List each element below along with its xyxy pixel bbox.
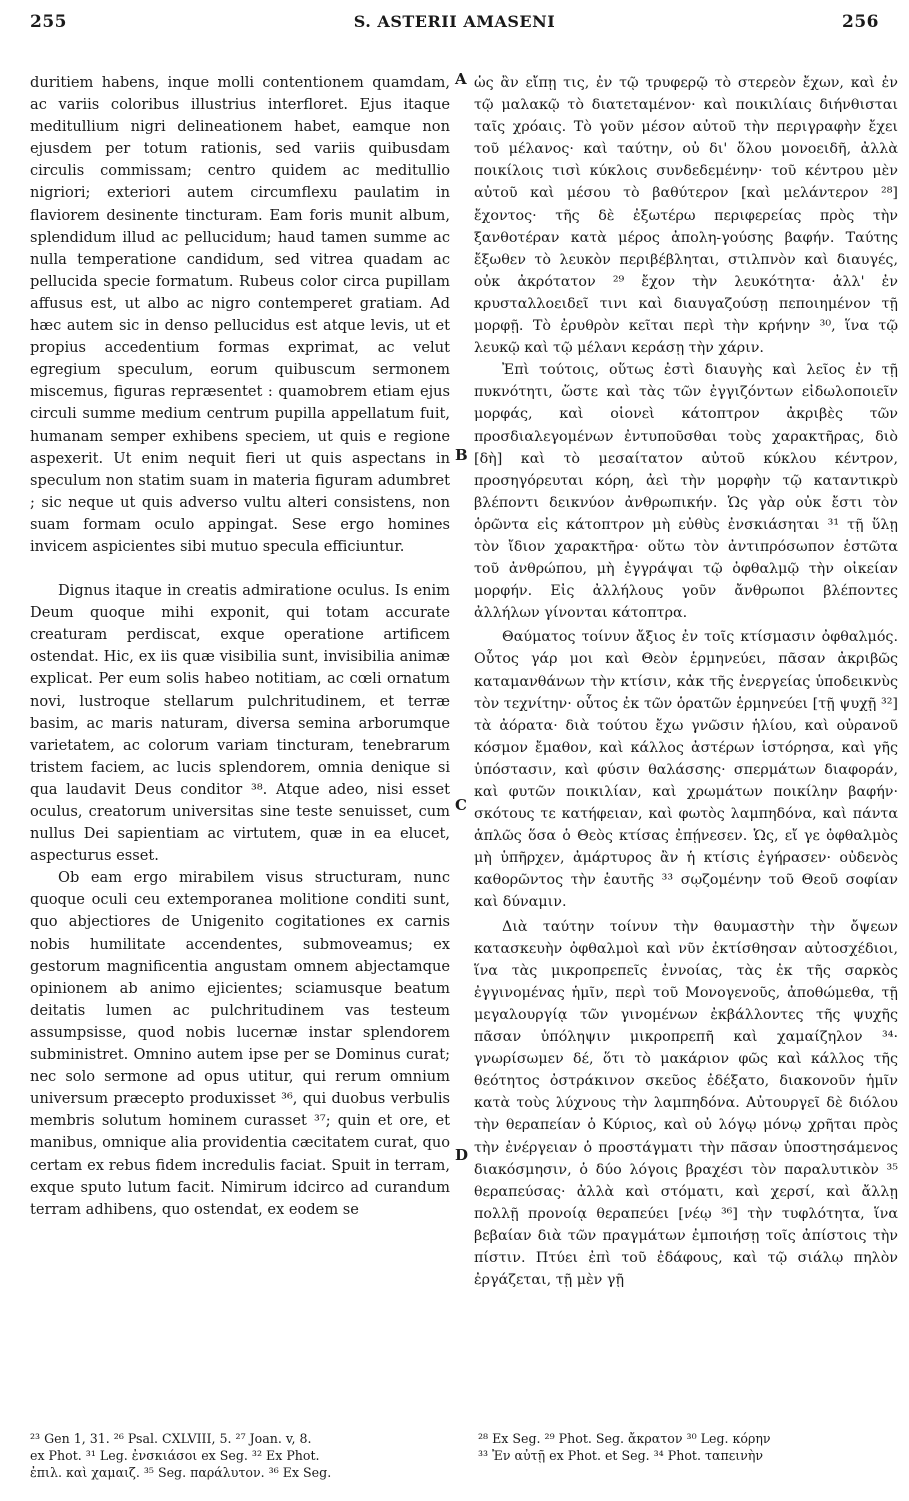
- greek-paragraph: Ἐπὶ τούτοις, οὕτως ἐστὶ διαυγὴς καὶ λεῖος ἐν τῇ πυκνότητι, ὥστε καὶ τὰς τῶν ἐγγιζόντων εἰδωλοποιεῖν μορφάς, καὶ οἱονεὶ κάτοπτρον ἀκριβὲς τῶν προσδιαλεγομένων ἐντυποῦσθαι τοὺς χαρακτῆρας, διὸ [δὴ] καὶ τὸ μεσαίτατον αὐτοῦ κύκλου κέντρον, προσηγόρευται κόρη, ἀεὶ τὴν μορφὴν τῷ καταντικρὺ βλέποντι δεικνύον ἀνθρωπικήν. Ὡς γὰρ οὐκ ἔστι τὸν ὁρῶντα εἰς κάτοπτρον μὴ εὐθὺς ἐνσκιάσηται ³¹ τῇ ὕλῃ τὸν ἴδιον χαρακτῆρα· οὕτω τὸν ἀντιπρόσωπον ἑστῶτα τοῦ ἀνθρώπου, μὴ ἐγγράψαι τῷ ὀφθαλμῷ τὴν οἰκείαν μορφήν. Εἰς ἀλλήλους γοῦν ἄνθρωποι βλέποντες ἀλλήλων γίνονται κάτοπτρα.: [474, 362, 898, 622]
- margin-letter-b: B: [455, 446, 468, 464]
- footnote-line: ἐπιλ. καὶ χαμαιζ. ³⁵ Seg. παράλυτον. ³⁶ Ex Seg.: [30, 1465, 332, 1480]
- footnote-line: ex Phot. ³¹ Leg. ἐνσκιάσοι ex Seg. ³² Ex Phot.: [30, 1448, 320, 1463]
- footnote-line: ²³ Gen 1, 31. ²⁶ Psal. CXLVIII, 5. ²⁷ Joan. v, 8.: [30, 1431, 312, 1446]
- latin-paragraph: Dignus itaque in creatis admiratione oculus. Is enim Deum quoque mihi exponit, qui totam accurate creaturam perdiscat, exque operatione artificem ostendat. Hic, ex iis quæ visibilia sunt, invisibilia animæ explicat. Per eum solis habeo notitiam, ac cœli ornatum novi, lustroque stellarum pulchritudinem, et terræ basim, ac maris naturam, diversa semina arborumque varietatem, ac colorum variam tincturam, tenebrarum tristem faciem, ac lucis splendorem, omnia denique si qua laudavit Deus conditor ³⁸. Atque adeo, nisi esset oculus, creatorum universitas sine teste senuisset, cum nullus Dei sapientiam ac virtutem, quæ in ea elucet, aspecturus esset.: [30, 582, 450, 865]
- latin-column: [30, 72, 450, 1221]
- latin-paragraph: Ob eam ergo mirabilem visus structuram, nunc quoque oculi ceu extemporanea molitione conditi sunt, quo abjectiores de Unigenito cogitationes ex carnis nobis humilitate accendentes, submoveamus; ex gestorum magnificentia angustam omnem abjectamque opinionem ab animo ejicientes; sciamusque beatum deitatis lumen ac pulchritudinem vas testeum assumpsisse, quod nobis lucernæ instar splendorem subministret. Omnino autem ipse per se Dominus curat; nec solo sermone ad opus utitur, qui rerum omnium universum præcepto produxisset ³⁶, qui duobus verbulis membris solutum hominem curasset ³⁷; quin et ore, et manibus, omnique alia providentia cæcitatem curat, quo certam ex rebus fidem incredulis faciat. Spuit in terram, exque sputo lutum facit. Nimirum idcirco ad curandum terram adhibens, quo ostendat, ex eodem se: [30, 869, 450, 1218]
- latin-paragraph: duritiem habens, inque molli contentionem quamdam, ac variis coloribus illustrius interfloret. Ejus itaque meditullium nigri delineationem habet, eamque non ejusdem per totum rationis, sed variis quibusdam circulis commissam; centro quidem ac meditullio nigriori; exteriori autem circumflexu paulatim in flaviorem desinente tincturam. Eam foris munit album, splendidum illud ac pellucidum; haud tamen summe ac nulla temperatione candidum, sed vitrea quadam ac pellucida specie formatum. Rubeus color circa pupillam affusus est, ut albo ac nigro contemperet gratiam. Ad hæc autem sic in denso pellucidus est atque levis, ut et propius accedentium formas exprimat, ac velut egregium speculum, eorum quibuscum sermonem miscemus, figuras repræsentet : quamobrem etiam ejus circuli summe medium centrum pupilla appellatum fuit, humanam semper exhibens speciem, ut quis e regione aspexerit. Ut enim nequit fieri ut quis aspectans in speculum non statim suam in materia figuram adumbret ; sic neque ut quis adverso vultu alteri consistens, non suam formam oculo appingat. Sese ergo homines invicem aspicientes sibi mutuo specula efficiuntur.: [30, 74, 450, 555]
- margin-letter-a: A: [455, 70, 467, 88]
- greek-paragraph: Θαύματος τοίνυν ἄξιος ἐν τοῖς κτίσμασιν ὀφθαλμός. Οὗτος γάρ μοι καὶ Θεὸν ἑρμηνεύει, πᾶσαν ἀκριβῶς καταμανθάνων τὴν κτίσιν, κἀκ τῆς ἐνεργείας ὑποδεικνὺς τὸν τεχνίτην· οὗτος ἐκ τῶν ὁρατῶν ἑρμηνεύει [τῇ ψυχῇ ³²] τὰ ἀόρατα· διὰ τούτου ἔχω γνῶσιν ἡλίου, καὶ οὐρανοῦ κόσμον ἔμαθον, καὶ κάλλος ἀστέρων ἱστόρησα, καὶ γῆς ὑπόστασιν, καὶ φύσιν θαλάσσης· σπερμάτων διαφοράν, καὶ φυτῶν ποικιλίαν, καὶ χρωμάτων ποικίλην βαφήν· σκότους τε κατήφειαν, καὶ φωτὸς λαμπηδόνα, καὶ πάντα ἁπλῶς ὅσα ὁ Θεὸς κτίσας ἐπῄνεσεν. Ὡς, εἴ γε ὀφθαλμὸς μὴ ὑπῆρχεν, ἀμάρτυρος ἂν ἡ κτίσις ἐγήρασεν· οὐδενὸς καθορῶντος τὴν ἑαυτῆς ³³ σῳζομένην τοῦ Θεοῦ σοφίαν καὶ δύναμιν.: [474, 629, 898, 911]
- footnotes-right: [478, 1430, 898, 1464]
- paragraph-gap: [30, 558, 450, 580]
- margin-letter-c: C: [455, 796, 467, 814]
- left-page-number: 255: [30, 12, 67, 32]
- footnotes-left: [30, 1430, 450, 1481]
- right-page-number: 256: [842, 12, 879, 32]
- margin-letter-d: D: [455, 1146, 469, 1164]
- greek-paragraph: ὡς ἂν εἴπῃ τις, ἐν τῷ τρυφερῷ τὸ στερεὸν ἔχων, καὶ ἐν τῷ μαλακῷ τὸ διατεταμένον· καὶ ποικιλίαις διήνθισται ταῖς χρόαις. Τὸ γοῦν μέσον αὐτοῦ τὴν περιγραφὴν ἔχει τοῦ μέλανος· καὶ ταύτην, οὐ δι' ὅλου μονοειδῆ, ἀλλὰ ποικίλοις τισὶ κύκλοις συνδεδεμένην· τοῦ κέντρου μὲν αὐτοῦ καὶ μέσου τὸ βαθύτερον [καὶ μελάντερον ²⁸] ἔχοντος· τῆς δὲ ἐξωτέρω περιφερείας πρὸς τὴν ξανθοτέραν κατὰ μέρος ἀπολη‐γούσης βαφήν. Ταύτης ἔξωθεν τὸ λευκὸν περιβέβληται, στιλπνὸν καὶ διαυγές, οὐκ ἀκρότατον ²⁹ ἔχον τὴν λευκότητα· ἀλλ' ἐν κρυσταλλοειδεῖ τινι καὶ διαυγαζούσῃ πεποιημένον τῇ μορφῇ. Τὸ ἐρυθρὸν κεῖται περὶ τὴν κρήνην ³⁰, ἵνα τῷ λευκῷ καὶ τῷ μέλανι κεράσῃ τὴν χάριν.: [474, 75, 898, 357]
- footnote-line: ²⁸ Ex Seg. ²⁹ Phot. Seg. ἄκρατον ³⁰ Leg. κόρην: [478, 1431, 771, 1446]
- running-title: S. ASTERII AMASENI: [353, 12, 556, 31]
- greek-column: [474, 72, 898, 1291]
- footnote-line: ³³ Ἐν αὐτῇ ex Phot. et Seg. ³⁴ Phot. ταπεινὴν: [478, 1448, 764, 1463]
- greek-paragraph: Διὰ ταύτην τοίνυν τὴν θαυμαστὴν τὴν ὄψεων κατασκευὴν ὀφθαλμοὶ καὶ νῦν ἐκτίσθησαν αὐτοσχέδιοι, ἵνα τὰς μικροπρεπεῖς ἐννοίας, τὰς ἐκ τῆς σαρκὸς ἐγγινομένας ἡμῖν, περὶ τοῦ Μονογενοῦς, ἀποθώμεθα, τῇ μεγαλουργίᾳ τῶν γινομένων ἐκβάλλοντες τῆς ψυχῆς πᾶσαν ὑπόληψιν μικροπρεπῆ καὶ χαμαίζηλον ³⁴· γνωρίσωμεν δέ, ὅτι τὸ μακάριον φῶς καὶ κάλλος τῆς θεότητος ὀστράκινον σκεῦος ἐδέξατο, διακονοῦν ἡμῖν κατὰ τοὺς λύχνους τὴν λαμπηδόνα. Αὐτουργεῖ δὲ διόλου τὴν θεραπείαν ὁ Κύριος, καὶ οὐ λόγῳ μόνῳ χρῆται πρὸς τὴν ἐνέργειαν ὁ προστάγματι τὴν πᾶσαν ὑποστησάμενος διακόσμησιν, ὁ δύο λόγοις βραχέσι τὸν παραλυτικὸν ³⁵ θεραπεύσας· ἀλλὰ καὶ στόματι, καὶ χερσί, καὶ ἄλλῃ πολλῇ προνοίᾳ θεραπεύει [νέῳ ³⁶] τὴν τυφλότητα, ἵνα βεβαίαν διὰ τῶν πραγμάτων ἐμποιήσῃ τοῖς ἀπίστοις τὴν πίστιν. Πτύει ἐπὶ τοῦ ἐδάφους, καὶ τῷ σιάλῳ πηλὸν ἐργάζεται, τῇ μὲν γῇ: [474, 918, 898, 1289]
